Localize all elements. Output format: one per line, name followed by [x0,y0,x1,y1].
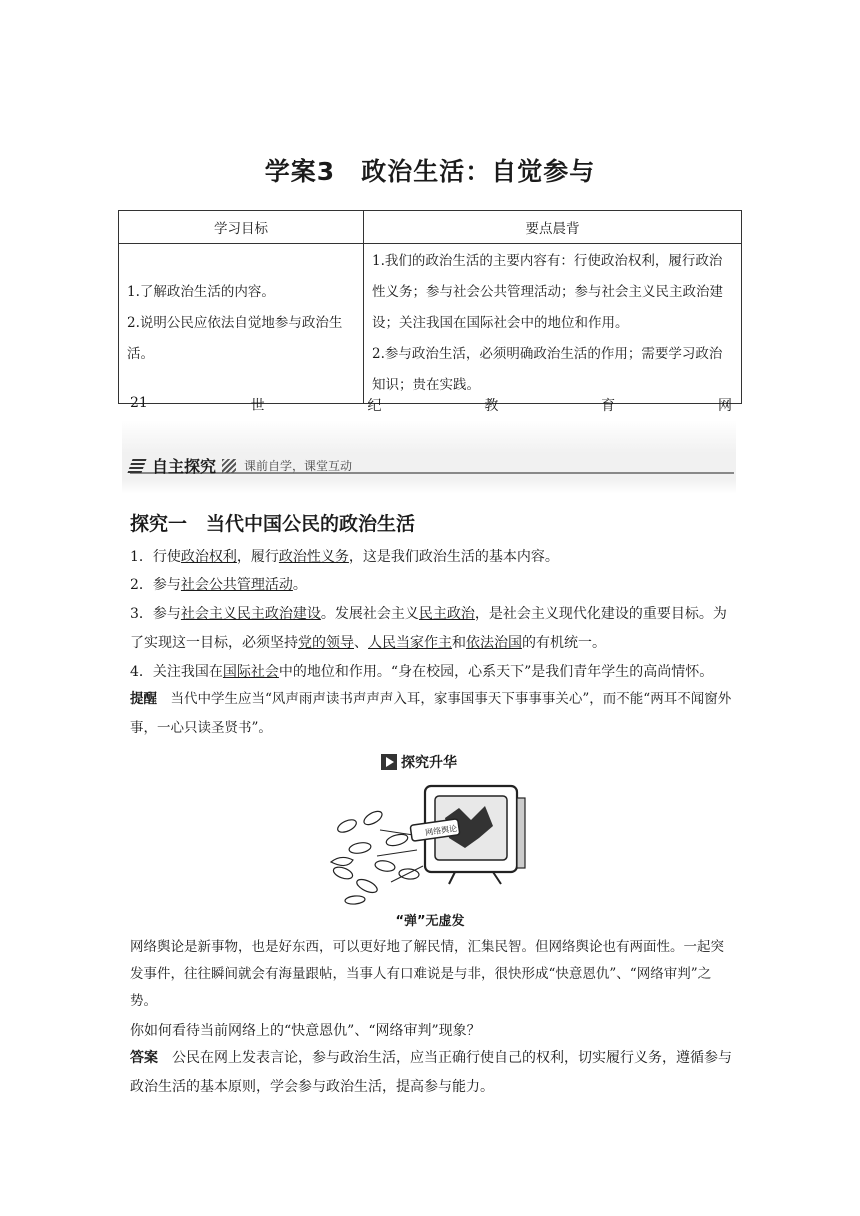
key-term: 社会公共管理活动 [180,577,293,593]
list-item [130,659,734,685]
watermark-char: 纪 [367,398,382,414]
section-title: 探究一 当代中国公民的政治生活 [130,513,416,535]
watermark-char: 世 [250,398,265,414]
reminder-text: 当代中学生应当“风声雨声读书声声声入耳，家事国事天下事事事关心”，而不能“两耳不闻窗外事，一心只读圣贤书”。 [130,691,732,736]
objectives-table [118,210,742,404]
table-header-goals: 学习目标 [119,211,364,244]
watermark-text [130,395,732,415]
item-text: 。发展社会主义 [320,606,419,622]
key-term: 人民当家作主 [368,635,452,651]
watermark-char: 网 [717,398,732,414]
answer-text: 公民在网上发表言论，参与政治生活，应当正确行使自己的权利，切实履行义务，遵循参与政治生活的基本原则，学会参与政治生活，提高参与能力。 [130,1050,732,1095]
tv-screen-text: 网络舆论 [424,823,458,838]
learning-goal: 2.说明公民应依法自觉地参与政治生活。 [127,315,343,362]
question: 你如何看待当前网络上的“快意恩仇”、“网络审判”现象？ [130,1023,481,1039]
item-text: 中的地位和作用。“身在校园，心系天下”是我们青年学生的高尚情怀。 [278,664,714,680]
cartoon-illustration [325,778,535,908]
key-term: 国际社会 [222,664,279,680]
item-text: 。 [292,577,307,593]
key-term: 政治权利 [180,549,237,565]
banner-heading [130,454,352,477]
stripes-icon [127,459,146,473]
page-title: 学案3 政治生活：自觉参与 [264,157,596,186]
learning-goals-cell [119,244,364,404]
item-text: 2．参与 [130,577,181,593]
slash-icon [222,459,236,473]
key-term: 依法治国 [466,635,522,651]
key-term: 民主政治 [418,606,475,622]
key-point: 2.参与政治生活，必须明确政治生活的作用；需要学习政治知识；贵在实践。 [372,346,723,393]
play-icon [381,754,397,770]
list-item [130,544,734,570]
key-points-cell [364,244,742,404]
key-point: 1.我们的政治生活的主要内容有：行使政治权利，履行政治性义务；参与社会公共管理活动；参与社会主义民主政治建设；关注我国在国际社会中的地位和作用。 [372,253,723,331]
watermark-char: 教 [484,398,499,414]
item-text: 、 [354,635,368,651]
key-term: 社会主义民主政治建设 [180,606,321,622]
learning-goal: 1.了解政治生活的内容。 [127,284,275,300]
reminder [130,685,734,743]
item-text: 和 [452,635,466,651]
answer [130,1044,734,1102]
banner-title: 自主探究 [152,457,217,476]
list-item [130,600,734,658]
paragraph: 网络舆论是新事物，也是好东西，可以更好地了解民情，汇集民智。但网络舆论也有两面性。一起突发事件，往往瞬间就会有海量跟帖，当事人有口难说是与非，很快形成“快意恩仇”、“网络审判”之势。 [130,939,724,1009]
item-text: ，这是我们政治生活的基本内容。 [348,549,559,565]
item-text: ，履行 [236,549,279,565]
list-item [130,572,734,598]
item-text: 1．行使 [130,549,181,565]
item-text: 的有机统一。 [522,635,606,651]
watermark-char: 21 [130,395,148,411]
cartoon-caption: “弹”无虚发 [395,914,465,929]
table-header-keypoints: 要点晨背 [364,211,742,244]
upgrade-tag-label: 探究升华 [401,755,457,771]
item-text: 3．参与 [130,606,181,622]
reminder-label: 提醒 [130,691,157,707]
banner-subtitle: 课前自学，课堂互动 [244,459,353,473]
key-term: 政治性义务 [278,549,349,565]
key-term: 党的领导 [298,635,354,651]
item-text: 4．关注我国在 [130,664,223,680]
watermark-char: 育 [601,398,616,414]
upgrade-tag [381,752,457,772]
item-text: ，是社会主义现代化建设的重要目标。为了实现这一目标，必须坚持 [130,606,727,651]
answer-label: 答案 [130,1050,158,1066]
